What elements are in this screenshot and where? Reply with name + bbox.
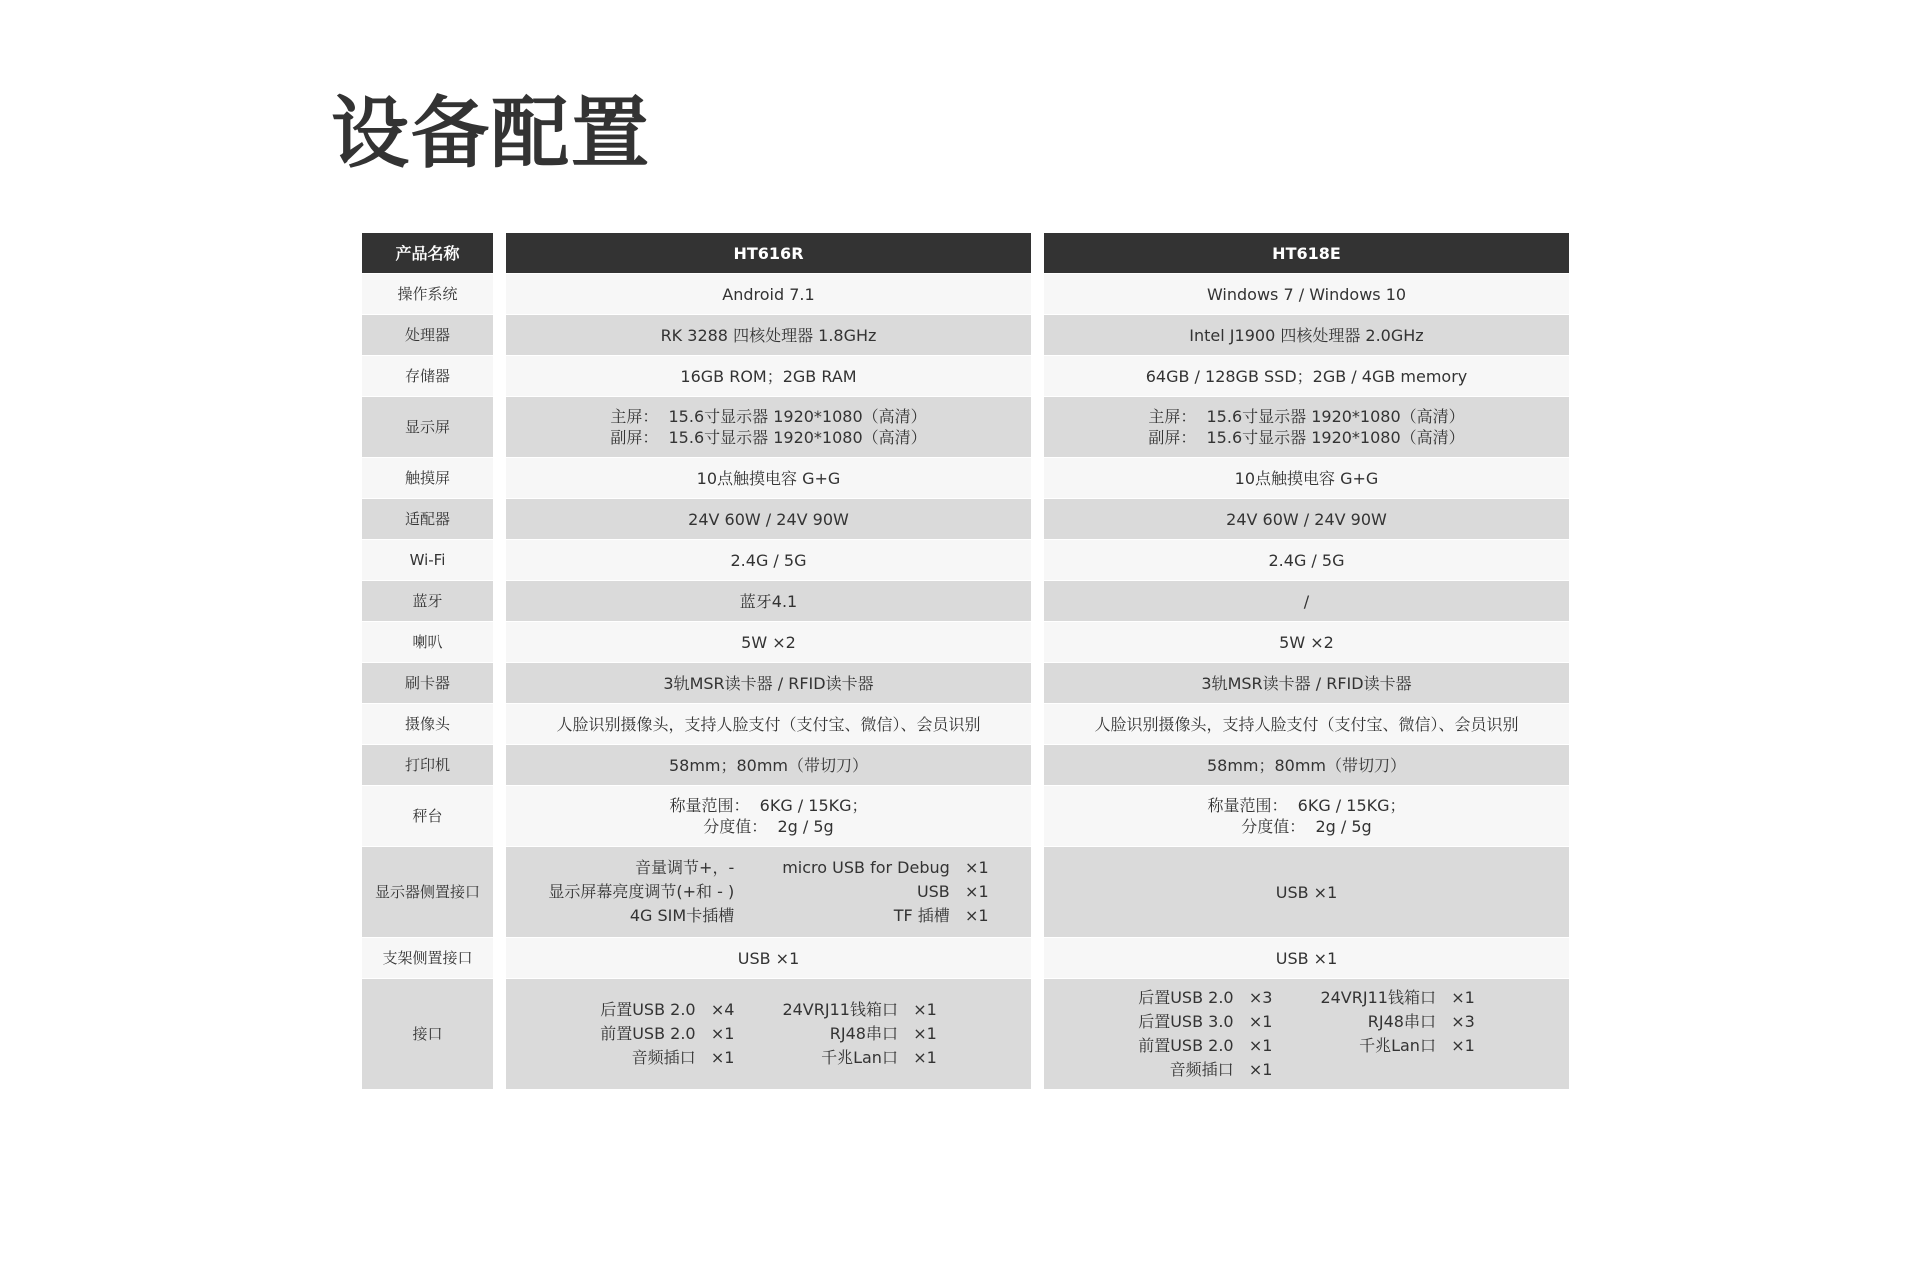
list-item: USB ×1 bbox=[916, 882, 989, 901]
row-label-bluetooth: 蓝牙 bbox=[362, 581, 493, 621]
header-product-ht618e: HT618E bbox=[1044, 233, 1569, 273]
ports-pair-a bbox=[600, 998, 937, 1070]
value-display-b bbox=[1044, 397, 1569, 457]
display-side-ports-left-a bbox=[548, 856, 734, 928]
value-printer-b: 58mm；80mm（带切刀） bbox=[1044, 745, 1569, 785]
row-label-touch: 触摸屏 bbox=[362, 458, 493, 498]
ports-left-a bbox=[600, 998, 734, 1070]
list-item: 后置USB 3.0 ×1 bbox=[1138, 1012, 1273, 1031]
list-item: 后置USB 2.0 ×3 bbox=[1138, 988, 1273, 1007]
list-item: 24VRJ11钱箱口 ×1 bbox=[782, 1000, 937, 1019]
value-storage-a: 16GB ROM；2GB RAM bbox=[506, 356, 1031, 396]
value-display-side-ports-b: USB ×1 bbox=[1044, 847, 1569, 937]
list-item: 后置USB 2.0 ×4 bbox=[600, 1000, 735, 1019]
value-camera-a: 人脸识别摄像头，支持人脸支付（支付宝、微信）、会员识别 bbox=[506, 704, 1031, 744]
list-item: 24VRJ11钱箱口 ×1 bbox=[1320, 988, 1475, 1007]
value-os-a: Android 7.1 bbox=[506, 274, 1031, 314]
row-label-speaker: 喇叭 bbox=[362, 622, 493, 662]
display-sub-a: 副屏： 15.6寸显示器 1920*1080（高清） bbox=[610, 428, 927, 447]
value-card-reader-a: 3轨MSR读卡器 / RFID读卡器 bbox=[506, 663, 1031, 703]
header-label: 产品名称 bbox=[362, 233, 493, 273]
value-printer-a: 58mm；80mm（带切刀） bbox=[506, 745, 1031, 785]
list-item: 音量调节+，- bbox=[635, 858, 735, 877]
list-item: micro USB for Debug ×1 bbox=[782, 858, 989, 877]
value-touch-a: 10点触摸电容 G+G bbox=[506, 458, 1031, 498]
value-card-reader-b: 3轨MSR读卡器 / RFID读卡器 bbox=[1044, 663, 1569, 703]
ports-right-b bbox=[1320, 986, 1474, 1082]
list-item: 前置USB 2.0 ×1 bbox=[600, 1024, 735, 1043]
value-scale-a bbox=[506, 786, 1031, 846]
row-label-printer: 打印机 bbox=[362, 745, 493, 785]
list-item bbox=[1320, 1058, 1474, 1082]
page-title: 设备配置 bbox=[331, 89, 652, 179]
display-side-ports-pair-a bbox=[548, 856, 988, 928]
row-label-cpu: 处理器 bbox=[362, 315, 493, 355]
scale-division-b: 分度值： 2g / 5g bbox=[1241, 817, 1372, 836]
list-item: TF 插槽 ×1 bbox=[893, 906, 989, 925]
row-label-stand-side-ports: 支架侧置接口 bbox=[362, 938, 493, 978]
list-item: 前置USB 2.0 ×1 bbox=[1138, 1036, 1273, 1055]
value-speaker-b: 5W ×2 bbox=[1044, 622, 1569, 662]
value-display-a bbox=[506, 397, 1031, 457]
value-stand-side-ports-b: USB ×1 bbox=[1044, 938, 1569, 978]
row-label-scale: 秤台 bbox=[362, 786, 493, 846]
list-item: RJ48串口 ×1 bbox=[829, 1024, 937, 1043]
list-item: 千兆Lan口 ×1 bbox=[821, 1048, 937, 1067]
row-label-wifi: Wi-Fi bbox=[362, 540, 493, 580]
value-camera-b: 人脸识别摄像头，支持人脸支付（支付宝、微信）、会员识别 bbox=[1044, 704, 1569, 744]
value-display-side-ports-a bbox=[506, 847, 1031, 937]
row-label-ports: 接口 bbox=[362, 979, 493, 1089]
row-label-display: 显示屏 bbox=[362, 397, 493, 457]
ports-left-b bbox=[1138, 986, 1272, 1082]
row-label-storage: 存储器 bbox=[362, 356, 493, 396]
value-stand-side-ports-a: USB ×1 bbox=[506, 938, 1031, 978]
scale-range-a: 称量范围： 6KG / 15KG； bbox=[669, 796, 868, 815]
row-label-display-side-ports: 显示器侧置接口 bbox=[362, 847, 493, 937]
scale-division-a: 分度值： 2g / 5g bbox=[703, 817, 834, 836]
value-touch-b: 10点触摸电容 G+G bbox=[1044, 458, 1569, 498]
value-storage-b: 64GB / 128GB SSD；2GB / 4GB memory bbox=[1044, 356, 1569, 396]
row-label-card-reader: 刷卡器 bbox=[362, 663, 493, 703]
display-sub-b: 副屏： 15.6寸显示器 1920*1080（高清） bbox=[1148, 428, 1465, 447]
value-cpu-b: Intel J1900 四核处理器 2.0GHz bbox=[1044, 315, 1569, 355]
value-wifi-a: 2.4G / 5G bbox=[506, 540, 1031, 580]
list-item: RJ48串口 ×3 bbox=[1367, 1012, 1475, 1031]
ports-pair-b bbox=[1138, 986, 1475, 1082]
value-cpu-a: RK 3288 四核处理器 1.8GHz bbox=[506, 315, 1031, 355]
value-scale-b bbox=[1044, 786, 1569, 846]
spec-table bbox=[362, 233, 1569, 1089]
value-wifi-b: 2.4G / 5G bbox=[1044, 540, 1569, 580]
header-product-ht616r: HT616R bbox=[506, 233, 1031, 273]
value-ports-b bbox=[1044, 979, 1569, 1089]
display-side-ports-right-a bbox=[782, 856, 988, 928]
list-item: 音频插口 ×1 bbox=[1169, 1060, 1273, 1079]
value-adapter-a: 24V 60W / 24V 90W bbox=[506, 499, 1031, 539]
display-main-b: 主屏： 15.6寸显示器 1920*1080（高清） bbox=[1148, 407, 1465, 426]
ports-right-a bbox=[782, 998, 936, 1070]
value-ports-a bbox=[506, 979, 1031, 1089]
value-bluetooth-b: / bbox=[1044, 581, 1569, 621]
row-label-os: 操作系统 bbox=[362, 274, 493, 314]
list-item: 4G SIM卡插槽 bbox=[629, 906, 735, 925]
value-os-b: Windows 7 / Windows 10 bbox=[1044, 274, 1569, 314]
list-item: 千兆Lan口 ×1 bbox=[1359, 1036, 1475, 1055]
row-label-adapter: 适配器 bbox=[362, 499, 493, 539]
value-bluetooth-a: 蓝牙4.1 bbox=[506, 581, 1031, 621]
value-speaker-a: 5W ×2 bbox=[506, 622, 1031, 662]
scale-range-b: 称量范围： 6KG / 15KG； bbox=[1207, 796, 1406, 815]
row-label-camera: 摄像头 bbox=[362, 704, 493, 744]
value-adapter-b: 24V 60W / 24V 90W bbox=[1044, 499, 1569, 539]
list-item: 音频插口 ×1 bbox=[631, 1048, 735, 1067]
display-main-a: 主屏： 15.6寸显示器 1920*1080（高清） bbox=[610, 407, 927, 426]
list-item: 显示屏幕亮度调节(+和 - ) bbox=[548, 882, 735, 901]
